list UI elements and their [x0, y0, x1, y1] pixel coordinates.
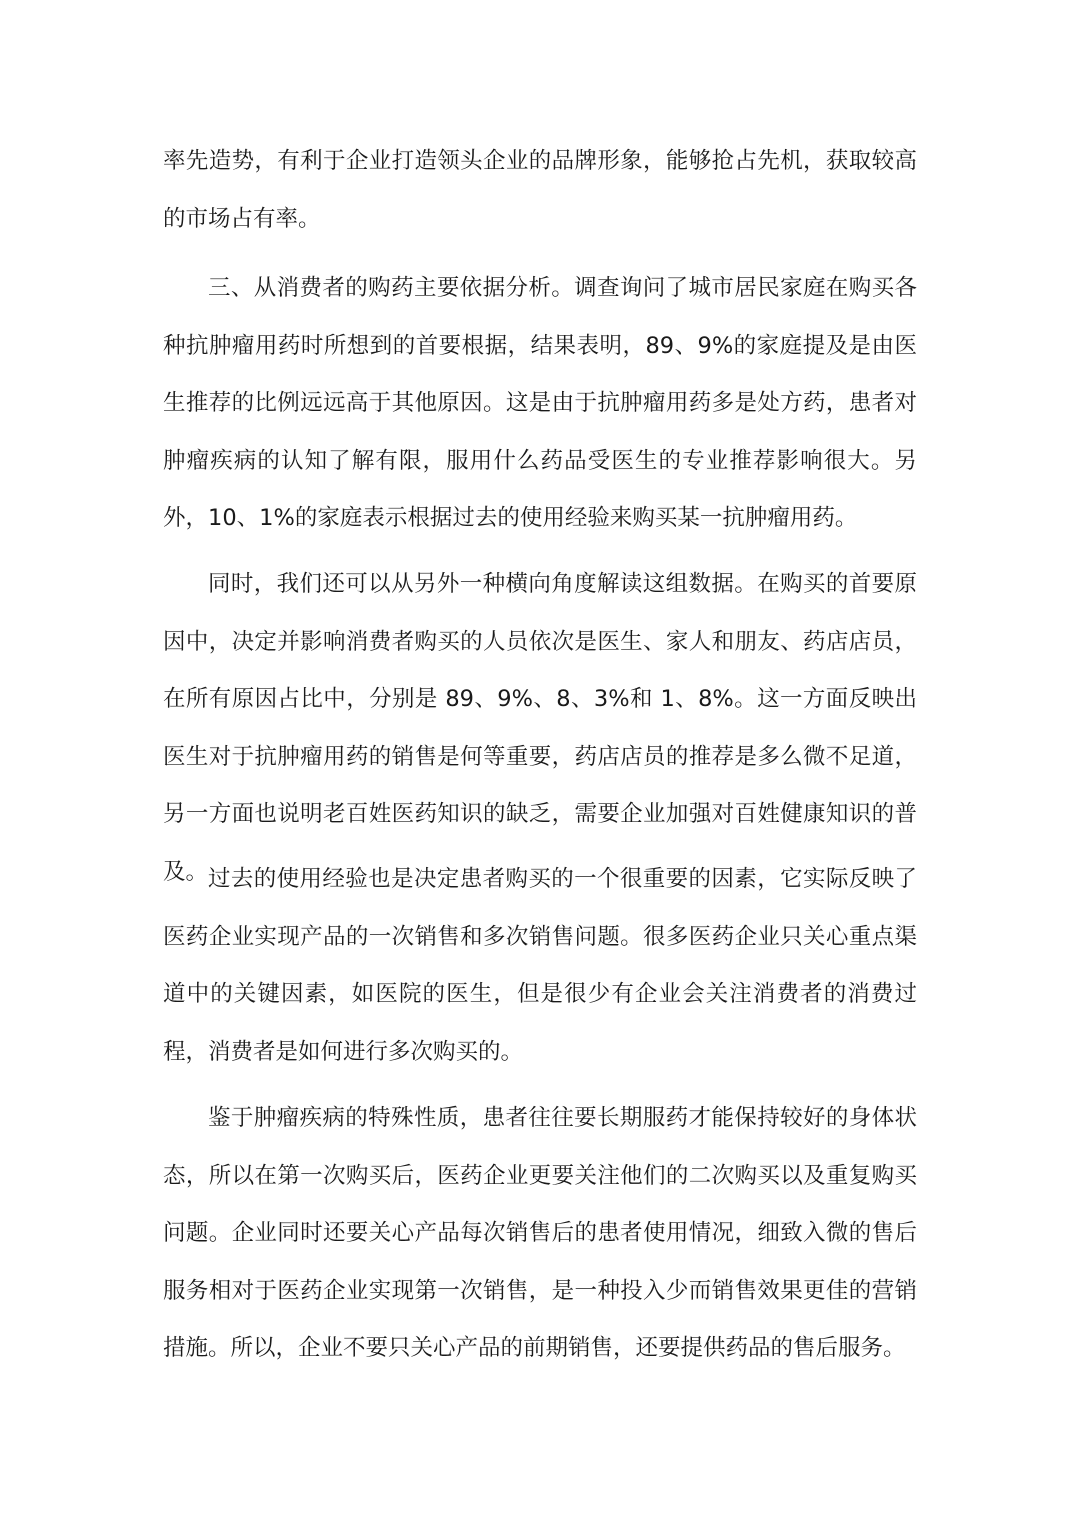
- paragraph-purchase-basis: 三、从消费者的购药主要依据分析。调查询问了城市居民家庭在购买各种抗肿瘤用药时所想到的首要根据，结果表明，89、9%的家庭提及是由医生推荐的比例远远高于其他原因。这是由于抗肿瘤用药多是处方药，患者对肿瘤疾病的认知了解有限，服用什么药品受医生的专业推荐影响很大。另外，10、1%的家庭表示根据过去的使用经验来购买某一抗肿瘤用药。: [163, 275, 917, 531]
- paragraph-horizontal-analysis: 同时，我们还可以从另外一种横向角度解读这组数据。在购买的首要原因中，决定并影响消费者购买的人员依次是医生、家人和朋友、药店店员，在所有原因占比中，分别是 89、9%、8、3%和 1、8%。这一方面反映出医生对于抗肿瘤用药的销售是何等重要，药店店员的推荐是多么微不足道，另一方面也说明老百姓医药知识的缺乏，需要企业加强对百姓健康知识的普及。: [163, 571, 917, 885]
- paragraph-after-sales: 鉴于肿瘤疾病的特殊性质，患者往往要长期服药才能保持较好的身体状态，所以在第一次购买后，医药企业更要关注他们的二次购买以及重复购买问题。企业同时还要关心产品每次销售后的患者使用情况，细致入微的售后服务相对于医药企业实现第一次销售，是一种投入少而销售效果更佳的营销措施。所以，企业不要只关心产品的前期销售，还要提供药品的售后服务。: [163, 1105, 917, 1361]
- paragraph-continuation: 率先造势，有利于企业打造领头企业的品牌形象，能够抢占先机，获取较高的市场占有率。: [163, 148, 917, 232]
- paragraph-past-experience: 过去的使用经验也是决定患者购买的一个很重要的因素，它实际反映了医药企业实现产品的一次销售和多次销售问题。很多医药企业只关心重点渠道中的关键因素，如医院的医生，但是很少有企业会关注消费者的消费过程，消费者是如何进行多次购买的。: [163, 866, 917, 1065]
